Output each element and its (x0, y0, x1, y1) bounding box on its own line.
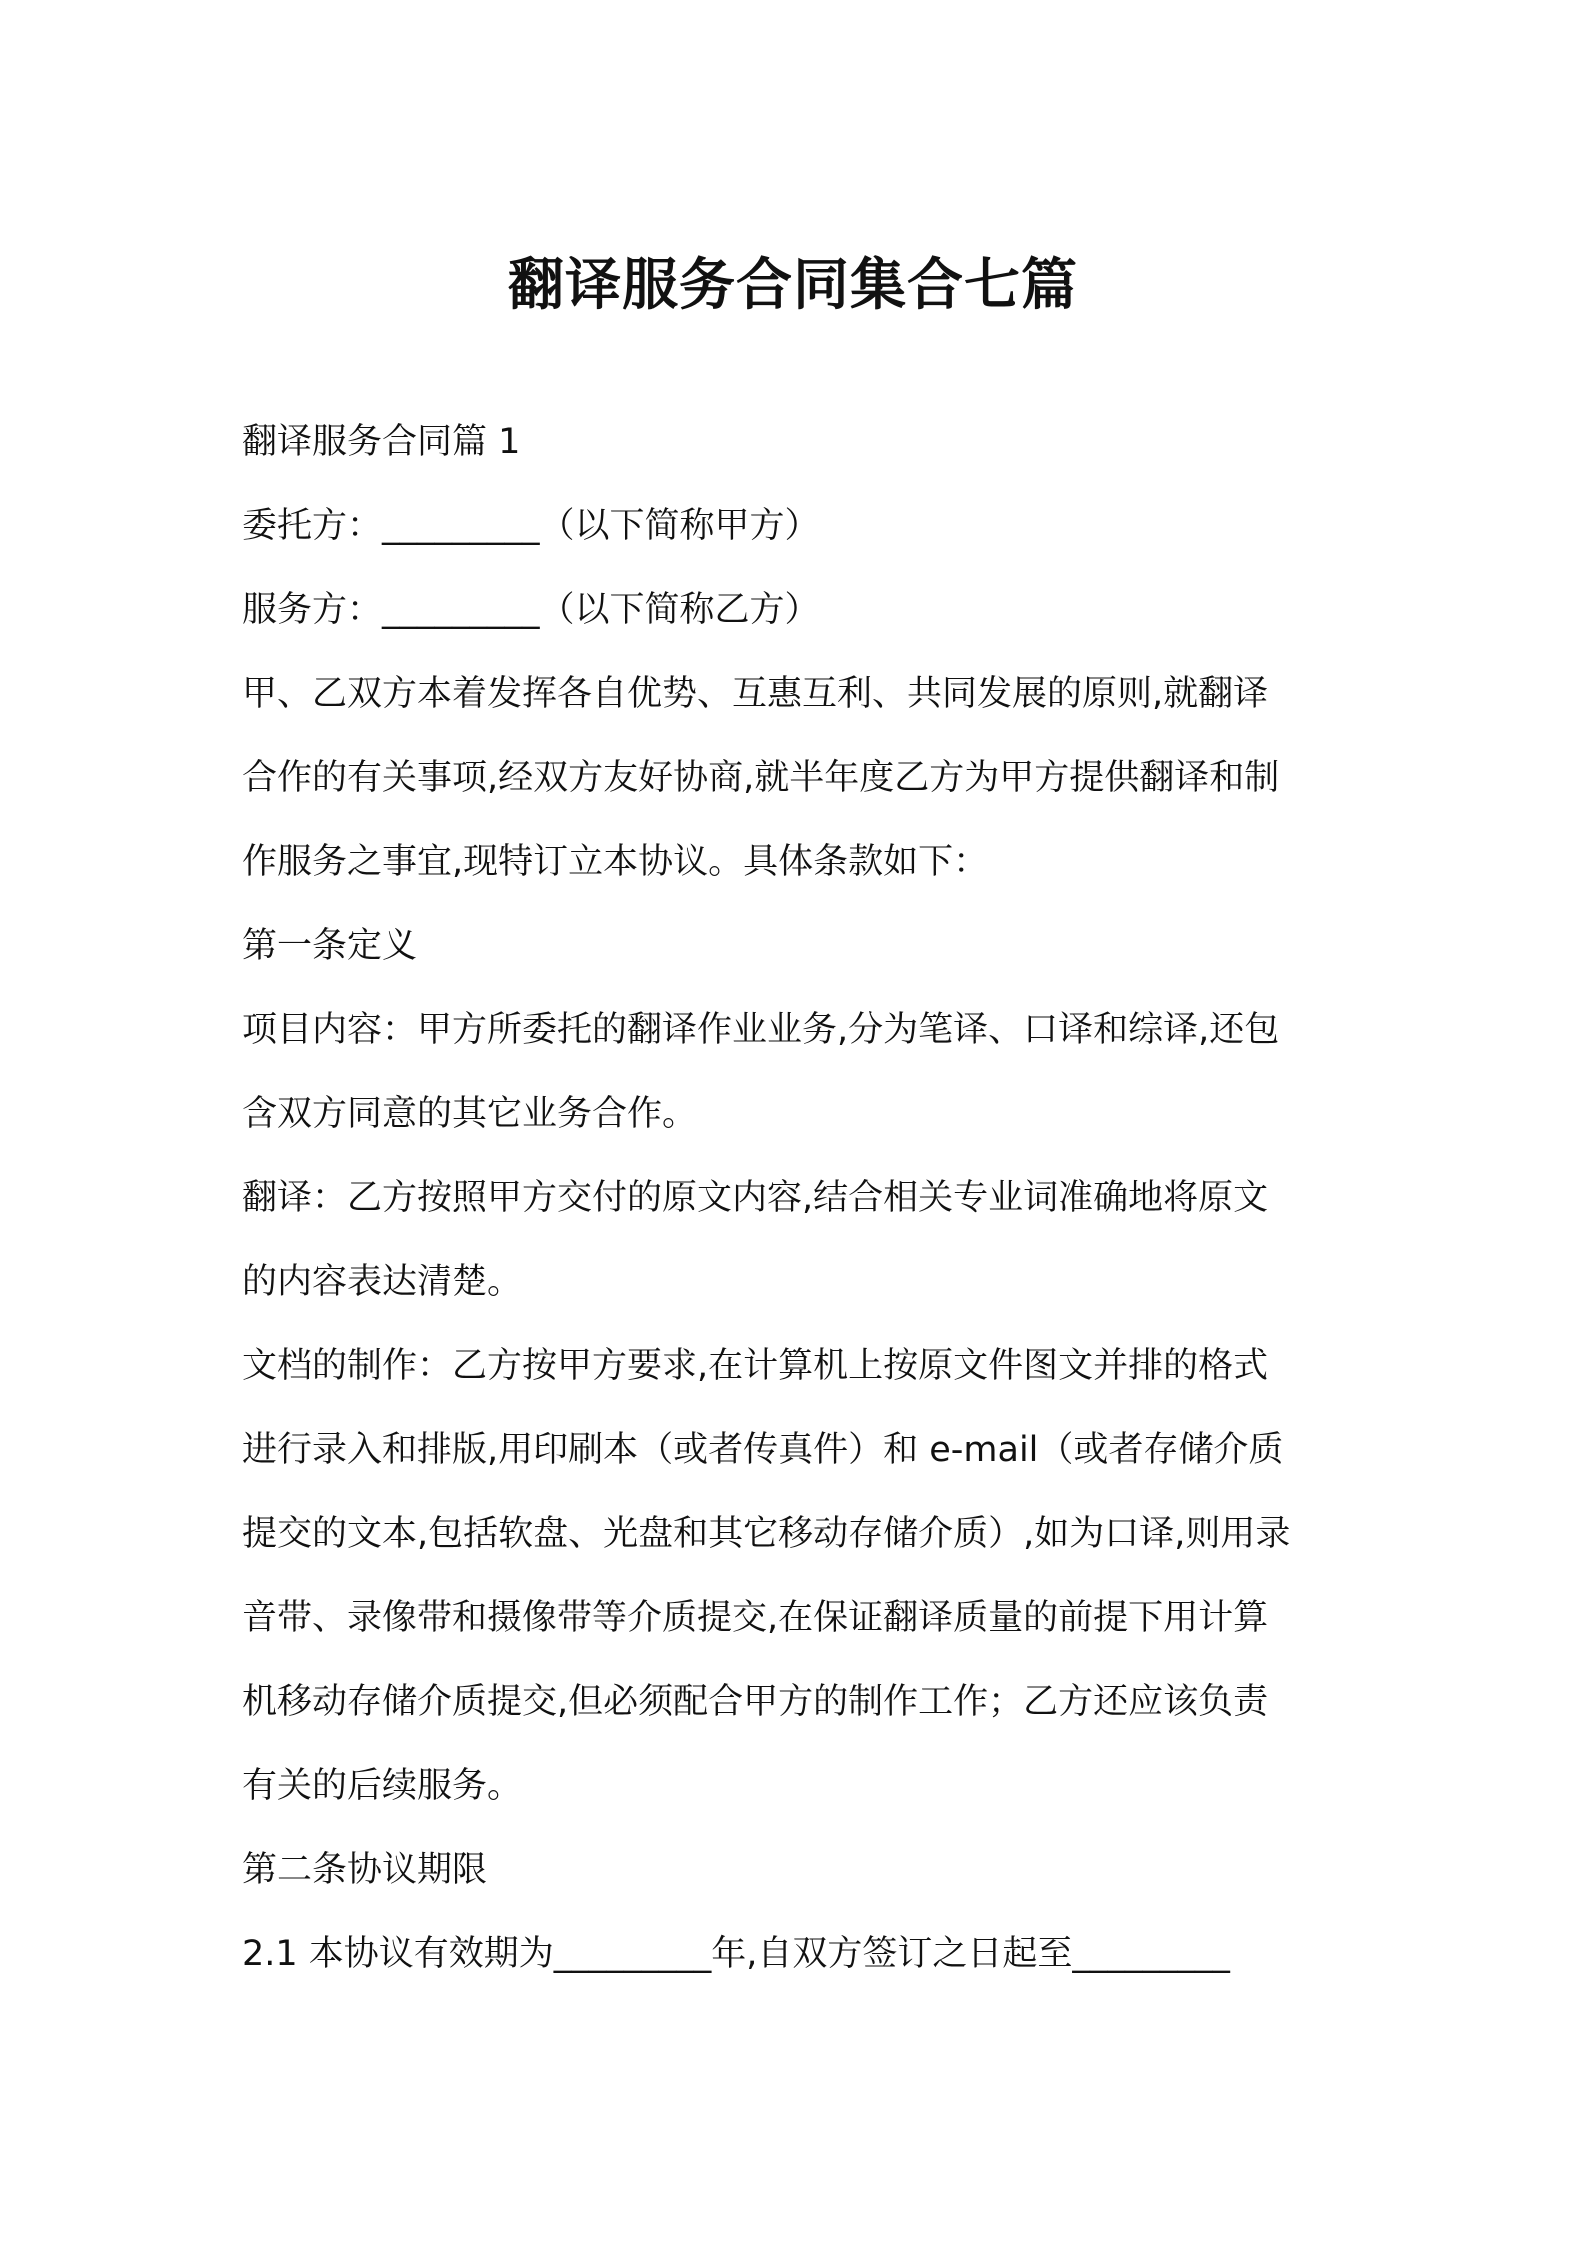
paragraph-line: 提交的文本,包括软盘、光盘和其它移动存储介质）,如为口译,则用录 (242, 1514, 1291, 1554)
document-body (242, 400, 1354, 1996)
paragraph-line: 甲、乙双方本着发挥各自优势、互惠互利、共同发展的原则,就翻译 (242, 674, 1269, 714)
paragraph-line: 翻译：乙方按照甲方交付的原文内容,结合相关专业词准确地将原文 (242, 1178, 1269, 1218)
article-heading: 第二条协议期限 (242, 1850, 488, 1890)
party-b-line: 服务方：_________（以下简称乙方） (242, 590, 820, 630)
paragraph-line: 进行录入和排版,用印刷本（或者传真件）和 e-mail（或者存储介质 (242, 1430, 1284, 1470)
paragraph-line: 作服务之事宜,现特订立本协议。具体条款如下： (242, 842, 989, 882)
party-a-line: 委托方：_________（以下简称甲方） (242, 506, 820, 546)
paragraph-line: 有关的后续服务。 (242, 1766, 523, 1806)
paragraph-line: 文档的制作：乙方按甲方要求,在计算机上按原文件图文并排的格式 (242, 1346, 1269, 1386)
document-title: 翻译服务合同集合七篇 (508, 252, 1078, 318)
paragraph-line: 2.1 本协议有效期为_________年,自双方签订之日起至_________ (242, 1934, 1230, 1974)
paragraph-line: 含双方同意的其它业务合作。 (242, 1094, 698, 1134)
section-heading: 翻译服务合同篇 1 (242, 422, 521, 462)
paragraph-line: 机移动存储介质提交,但必须配合甲方的制作工作；乙方还应该负责 (242, 1682, 1269, 1722)
paragraph-line: 合作的有关事项,经双方友好协商,就半年度乙方为甲方提供翻译和制 (242, 758, 1280, 798)
paragraph-line: 音带、录像带和摄像带等介质提交,在保证翻译质量的前提下用计算 (242, 1598, 1269, 1638)
paragraph-line: 的内容表达清楚。 (242, 1262, 523, 1302)
article-heading: 第一条定义 (242, 926, 418, 966)
paragraph-line: 项目内容：甲方所委托的翻译作业业务,分为笔译、口译和综译,还包 (242, 1010, 1280, 1050)
